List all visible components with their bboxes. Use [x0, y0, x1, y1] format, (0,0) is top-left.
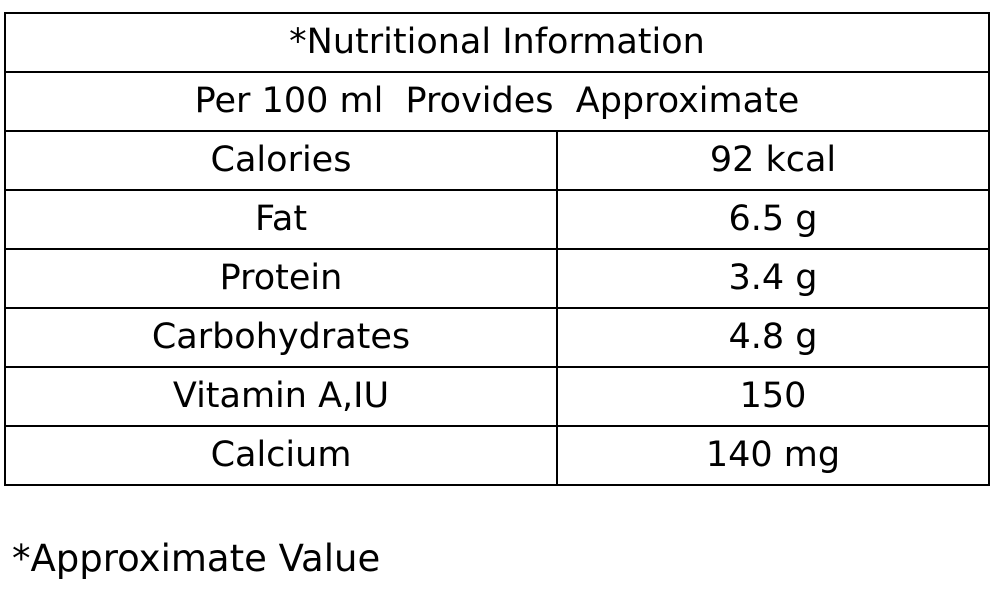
- nutrient-name: Calcium: [5, 426, 557, 485]
- nutrient-name: Calories: [5, 131, 557, 190]
- table-row: [5, 426, 989, 485]
- nutrient-amount: 92 kcal: [557, 131, 989, 190]
- table-row: [5, 131, 989, 190]
- nutrient-name: Vitamin A,IU: [5, 367, 557, 426]
- nutrient-amount: 140 mg: [557, 426, 989, 485]
- table-row: [5, 308, 989, 367]
- table-title: *Nutritional Information: [5, 13, 989, 72]
- nutrient-name: Fat: [5, 190, 557, 249]
- nutrient-amount: 4.8 g: [557, 308, 989, 367]
- table-row: [5, 249, 989, 308]
- table-subtitle: Per 100 ml Provides Approximate: [5, 72, 989, 131]
- nutrition-table: [4, 12, 990, 486]
- footnote: *Approximate Value: [12, 537, 381, 580]
- nutrient-name: Protein: [5, 249, 557, 308]
- table-subtitle-row: [5, 72, 989, 131]
- nutrient-name: Carbohydrates: [5, 308, 557, 367]
- nutrient-amount: 150: [557, 367, 989, 426]
- table-row: [5, 367, 989, 426]
- table-row: [5, 190, 989, 249]
- nutrient-amount: 6.5 g: [557, 190, 989, 249]
- table-title-row: [5, 13, 989, 72]
- nutrient-amount: 3.4 g: [557, 249, 989, 308]
